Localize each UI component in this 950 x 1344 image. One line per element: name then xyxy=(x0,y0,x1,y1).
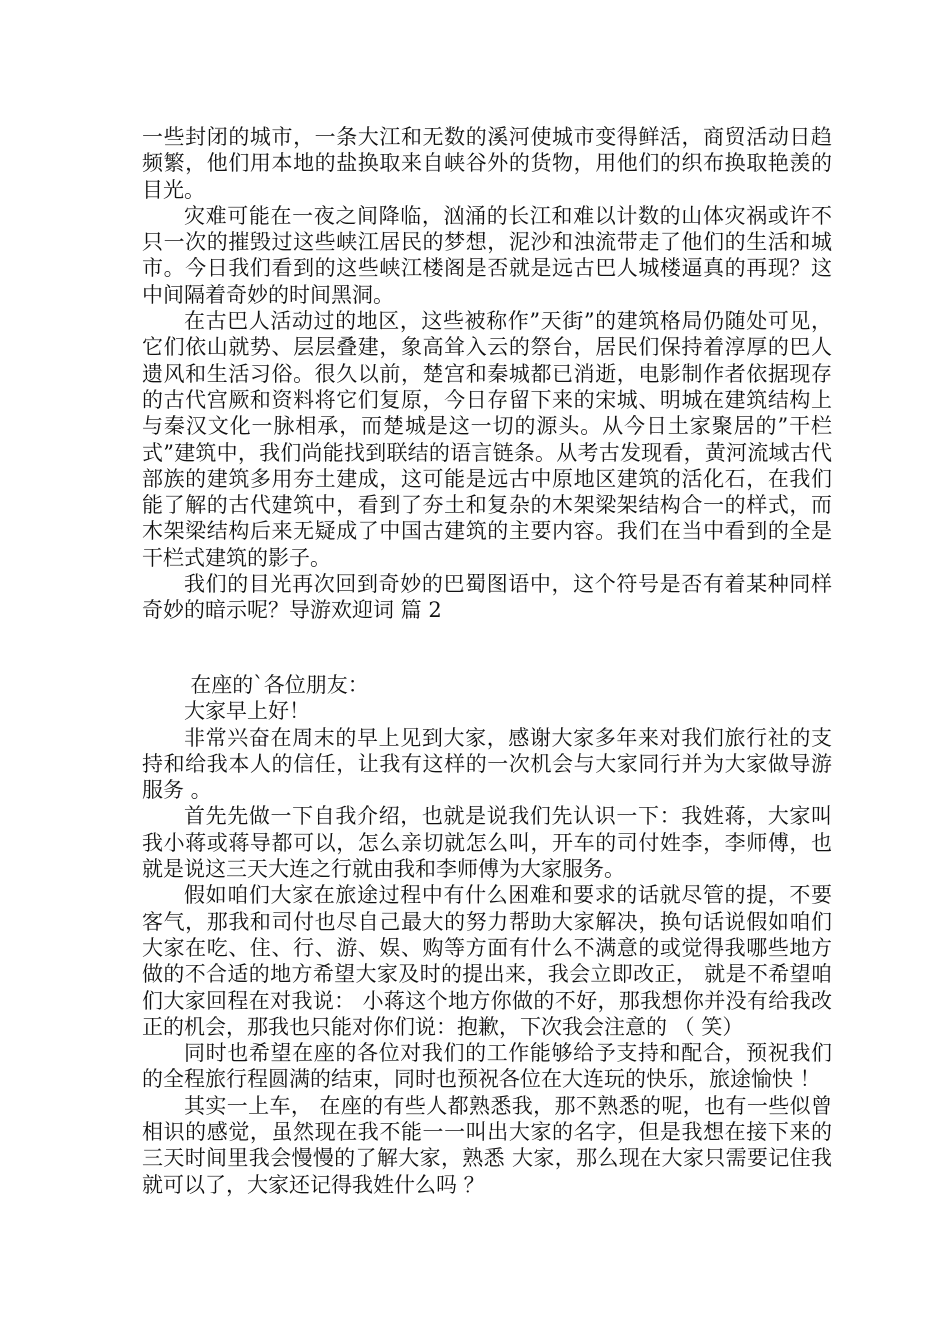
paragraph: 我们的目光再次回到奇妙的巴蜀图语中，这个符号是否有着某种同样奇妙的暗示呢？导游欢迎词 篇 2 xyxy=(142,572,832,623)
greeting-line: 在座的`各位朋友： xyxy=(190,673,369,697)
paragraph: 假如咱们大家在旅途过程中有什么困难和要求的话就尽管的提，不要客气，那我和司付也尽自己最大的努力帮助大家解决，换句话说假如咱们大家在吃、住、行、游、娱、购等方面有什么不满意的或觉得我哪些地方做的不合适的地方希望大家及时的提出来，我会立即改正， 就是不希望咱们大家回程在对我说： 小蒋这个地方你做的不好，那我想你并没有给我改 正的机会，那我也只能对你们说：抱歉，下次我会注意的 （ 笑） xyxy=(142,883,832,1039)
paragraph: 其实一上车， 在座的有些人都熟悉我，那不熟悉的呢，也有一些似曾相识的感觉，虽然现在我不能一一叫出大家的名字，但是我想在接下来的三天时间里我会慢慢的了解大家，熟悉 大家，那么现在大家只需要记住我就可以了，大家还记得我姓什么吗 ？ xyxy=(142,1093,832,1197)
paragraph: 首先先做一下自我介绍，也就是说我们先认识一下：我姓蒋，大家叫我小蒋或蒋导都可以，怎么亲切就怎么叫，开车的司付姓李，李师傅，也就是说这三天大连之行就由我和李师傅为大家服务。 xyxy=(142,804,832,882)
paragraph: 非常兴奋在周末的早上见到大家，感谢大家多年来对我们旅行社的支持和给我本人的信任，让我有这样的一次机会与大家同行并为大家做导游服务 。 xyxy=(142,725,832,803)
paragraph: 灾难可能在一夜之间降临，汹涌的长江和难以计数的山体灾祸或许不只一次的摧毁过这些峡江居民的梦想，泥沙和浊流带走了他们的生活和城市。今日我们看到的这些峡江楼阁是否就是远古巴人城楼逼真的再现？这中间隔着奇妙的时间黑洞。 xyxy=(142,203,832,307)
document-section-1 xyxy=(142,124,832,624)
paragraph: 同时也希望在座的各位对我们的工作能够给予支持和配合，预祝我们的全程旅行程圆满的结束，同时也预祝各位在大连玩的快乐，旅途愉快 ！ xyxy=(142,1041,832,1092)
paragraph: 大家早上好！ xyxy=(184,699,310,724)
paragraph: 一些封闭的城市，一条大江和无数的溪河使城市变得鲜活，商贸活动日趋频繁，他们用本地的盐换取来自峡谷外的货物，用他们的织布换取艳羡的目光。 xyxy=(142,125,832,202)
document-section-2 xyxy=(142,672,832,1198)
paragraph: 在古巴人活动过的地区，这些被称作”天街”的建筑格局仍随处可见，它们依山就势、层层叠建，象高耸入云的祭台，居民们保持着淳厚的巴人遗风和生活习俗。很久以前，楚宫和秦城都已消逝，电影制作者依据现存的古代宫厥和资料将它们复原，今日存留下来的宋城、明城在建筑结构上与秦汉文化一脉相承，而楚城是这一切的源头。从今日土家聚居的”干栏式”建筑中，我们尚能找到联结的语言链条。从考古发现看，黄河流域古代部族的建筑多用夯土建成，这可能是远古中原地区建筑的活化石，在我们能了解的古代建筑中，看到了夯土和复杂的木架梁架结构合一的样式，而木架梁结构后来无疑成了中国古建筑的主要内容。我们在当中看到的全是干栏式建筑的影子。 xyxy=(142,309,832,570)
